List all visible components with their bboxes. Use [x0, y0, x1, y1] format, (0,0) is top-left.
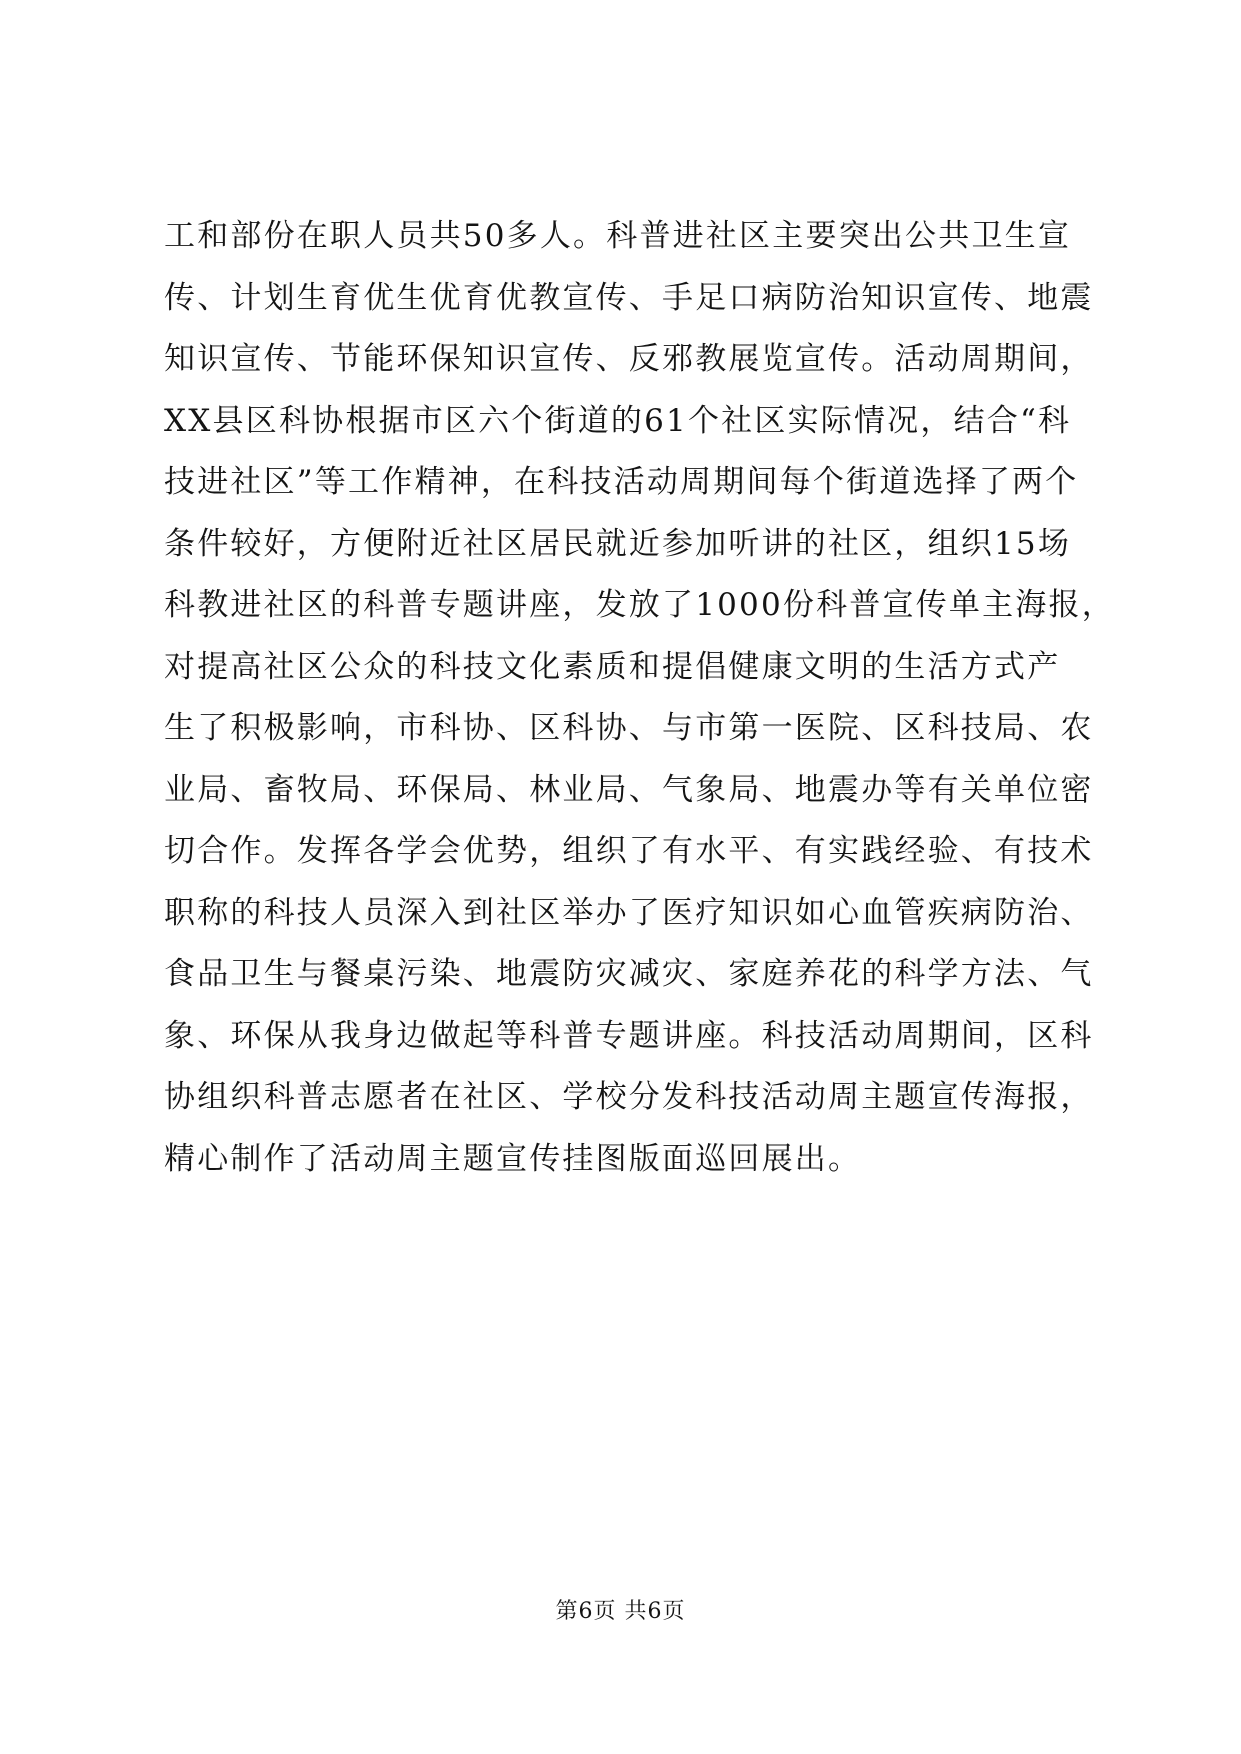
text-line: 传、计划生育优生优育优教宣传、手足口病防治知识宣传、地震	[164, 279, 1094, 316]
text-line: 切合作。发挥各学会优势，组织了有水平、有实践经验、有技术	[164, 833, 1094, 869]
text-line: 业局、畜牧局、环保局、林业局、气象局、地震办等有关单位密	[164, 771, 1094, 808]
body-paragraph	[164, 206, 1115, 1190]
text-line: 生了积极影响，市科协、区科协、与市第一医院、区科技局、农	[164, 710, 1094, 746]
text-line: 技进社区”等工作精神，在科技活动周期间每个街道选择了两个	[164, 464, 1079, 500]
text-line: XX县区科协根据市区六个街道的61个社区实际情况，结合“科	[164, 402, 1072, 439]
text-line: 对提高社区公众的科技文化素质和提倡健康文明的生活方式产	[164, 648, 1061, 685]
text-line: 条件较好，方便附近社区居民就近参加听讲的社区，组织15场	[164, 525, 1072, 562]
text-line: 职称的科技人员深入到社区举办了医疗知识如心血管疾病防治、	[164, 894, 1094, 931]
text-line: 工和部份在职人员共50多人。科普进社区主要突出公共卫生宣	[164, 218, 1072, 254]
text-line: 食品卫生与餐桌污染、地震防灾减灾、家庭养花的科学方法、气	[164, 956, 1094, 992]
page-number-footer: 第6页 共6页	[555, 1599, 686, 1624]
text-line: 协组织科普志愿者在社区、学校分发科技活动周主题宣传海报，	[164, 1079, 1094, 1115]
text-line: 知识宣传、节能环保知识宣传、反邪教展览宣传。活动周期间，	[164, 341, 1094, 377]
text-line: 精心制作了活动周主题宣传挂图版面巡回展出。	[164, 1140, 862, 1177]
text-line: 科教进社区的科普专题讲座，发放了1000份科普宣传单主海报，	[164, 587, 1115, 623]
text-line: 象、环保从我身边做起等科普专题讲座。科技活动周期间，区科	[164, 1017, 1094, 1054]
